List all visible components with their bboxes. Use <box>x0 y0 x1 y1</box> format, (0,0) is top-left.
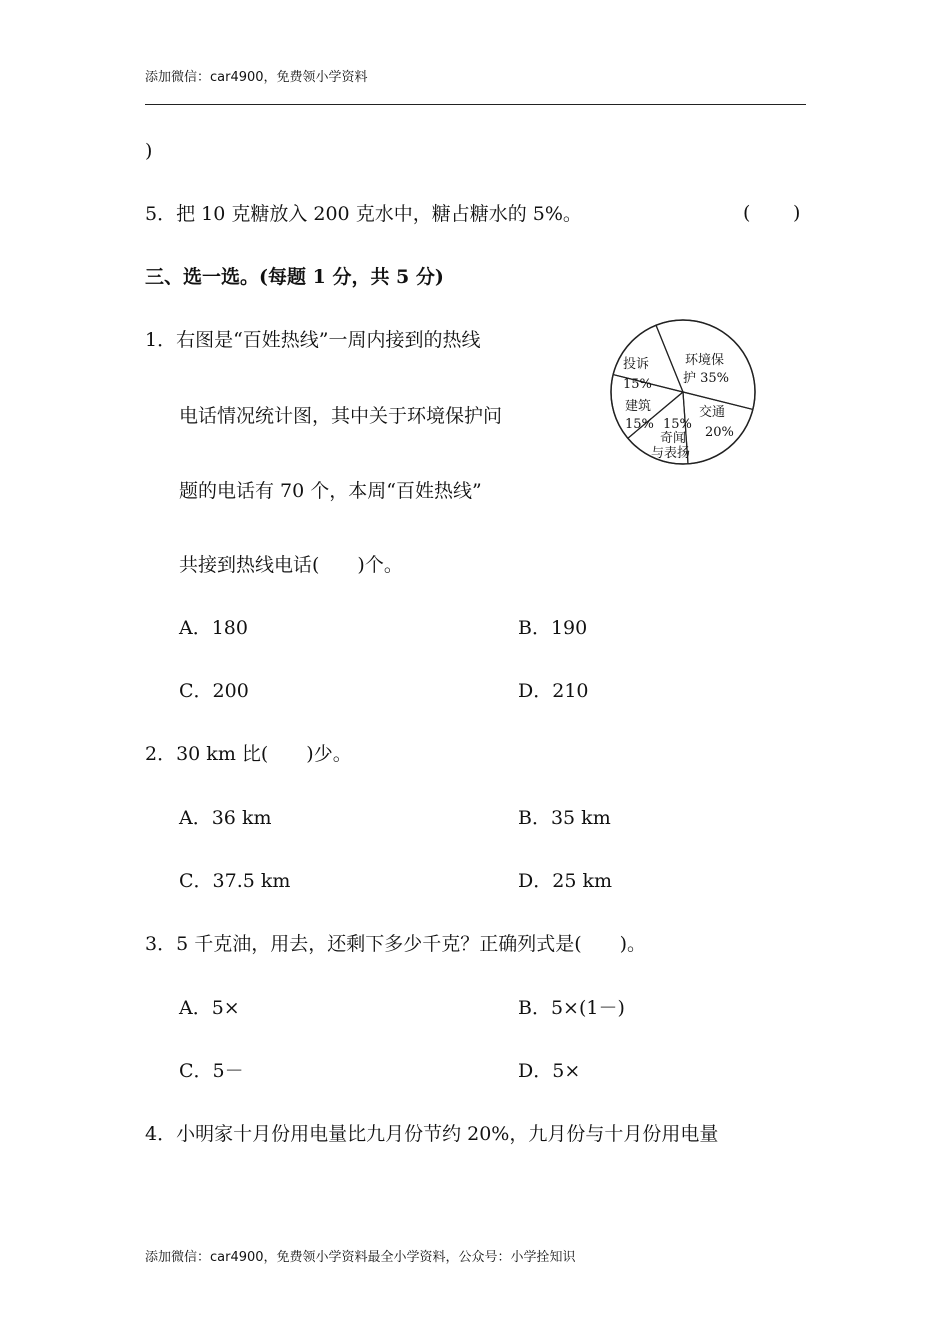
q3-option-a[interactable]: A．5× <box>179 997 240 1019</box>
question-2: 2．30 km 比( )少。 <box>145 743 352 765</box>
paren-open: ( <box>743 202 751 224</box>
slice-label-environment-2: 护 35% <box>683 371 730 386</box>
section-3-title: 三、选一选。(每题 1 分，共 5 分) <box>145 266 444 288</box>
question-1-line-2: 电话情况统计图，其中关于环境保护问 <box>179 405 503 427</box>
q3-option-c[interactable]: C．5－ <box>179 1060 244 1082</box>
question-4: 4．小明家十月份用电量比九月份节约 20%，九月份与十月份用电量 <box>145 1123 719 1145</box>
q1-option-a[interactable]: A．180 <box>179 617 248 639</box>
slice-label-odd-1: 15% <box>663 417 692 432</box>
question-5-true-false: 5．把 10 克糖放入 200 克水中，糖占糖水的 5%。 <box>145 203 582 225</box>
continued-paren: ) <box>145 140 153 162</box>
question-1-line-4: 共接到热线电话( )个。 <box>179 554 403 576</box>
slice-label-environment-1: 环境保 <box>685 353 725 368</box>
slice-label-building-1: 建筑 <box>625 399 652 414</box>
q2-option-a[interactable]: A．36 km <box>179 807 272 829</box>
page-header: 添加微信：car4900，免费领小学资料 <box>145 70 368 85</box>
q3-option-b[interactable]: B．5×(1－) <box>518 997 625 1019</box>
slice-label-odd-3: 与表扬 <box>651 446 691 461</box>
slice-label-odd-2: 奇闻 <box>660 431 687 446</box>
slice-label-traffic-1: 交通 <box>699 405 726 420</box>
question-1-line-3: 题的电话有 70 个，本周“百姓热线” <box>179 480 482 502</box>
slice-label-traffic-2: 20% <box>705 425 734 440</box>
slice-label-complaint-1: 投诉 <box>623 357 650 372</box>
header-divider <box>145 104 806 105</box>
slice-label-complaint-2: 15% <box>623 377 652 392</box>
page-footer: 添加微信：car4900，免费领小学资料最全小学资料，公众号：小学拴知识 <box>145 1250 576 1265</box>
q2-option-d[interactable]: D．25 km <box>518 870 612 892</box>
hotline-pie-chart <box>605 318 760 468</box>
slice-label-building-2: 15% <box>625 417 654 432</box>
q1-option-c[interactable]: C．200 <box>179 680 249 702</box>
q3-option-d[interactable]: D．5× <box>518 1060 581 1082</box>
q2-option-b[interactable]: B．35 km <box>518 807 611 829</box>
question-3: 3．5 千克油，用去，还剩下多少千克？正确列式是( )。 <box>145 933 647 955</box>
paren-close: ) <box>793 202 801 224</box>
q1-option-d[interactable]: D．210 <box>518 680 589 702</box>
question-1-line-1: 1．右图是“百姓热线”一周内接到的热线 <box>145 329 481 351</box>
q2-option-c[interactable]: C．37.5 km <box>179 870 291 892</box>
q1-option-b[interactable]: B．190 <box>518 617 588 639</box>
